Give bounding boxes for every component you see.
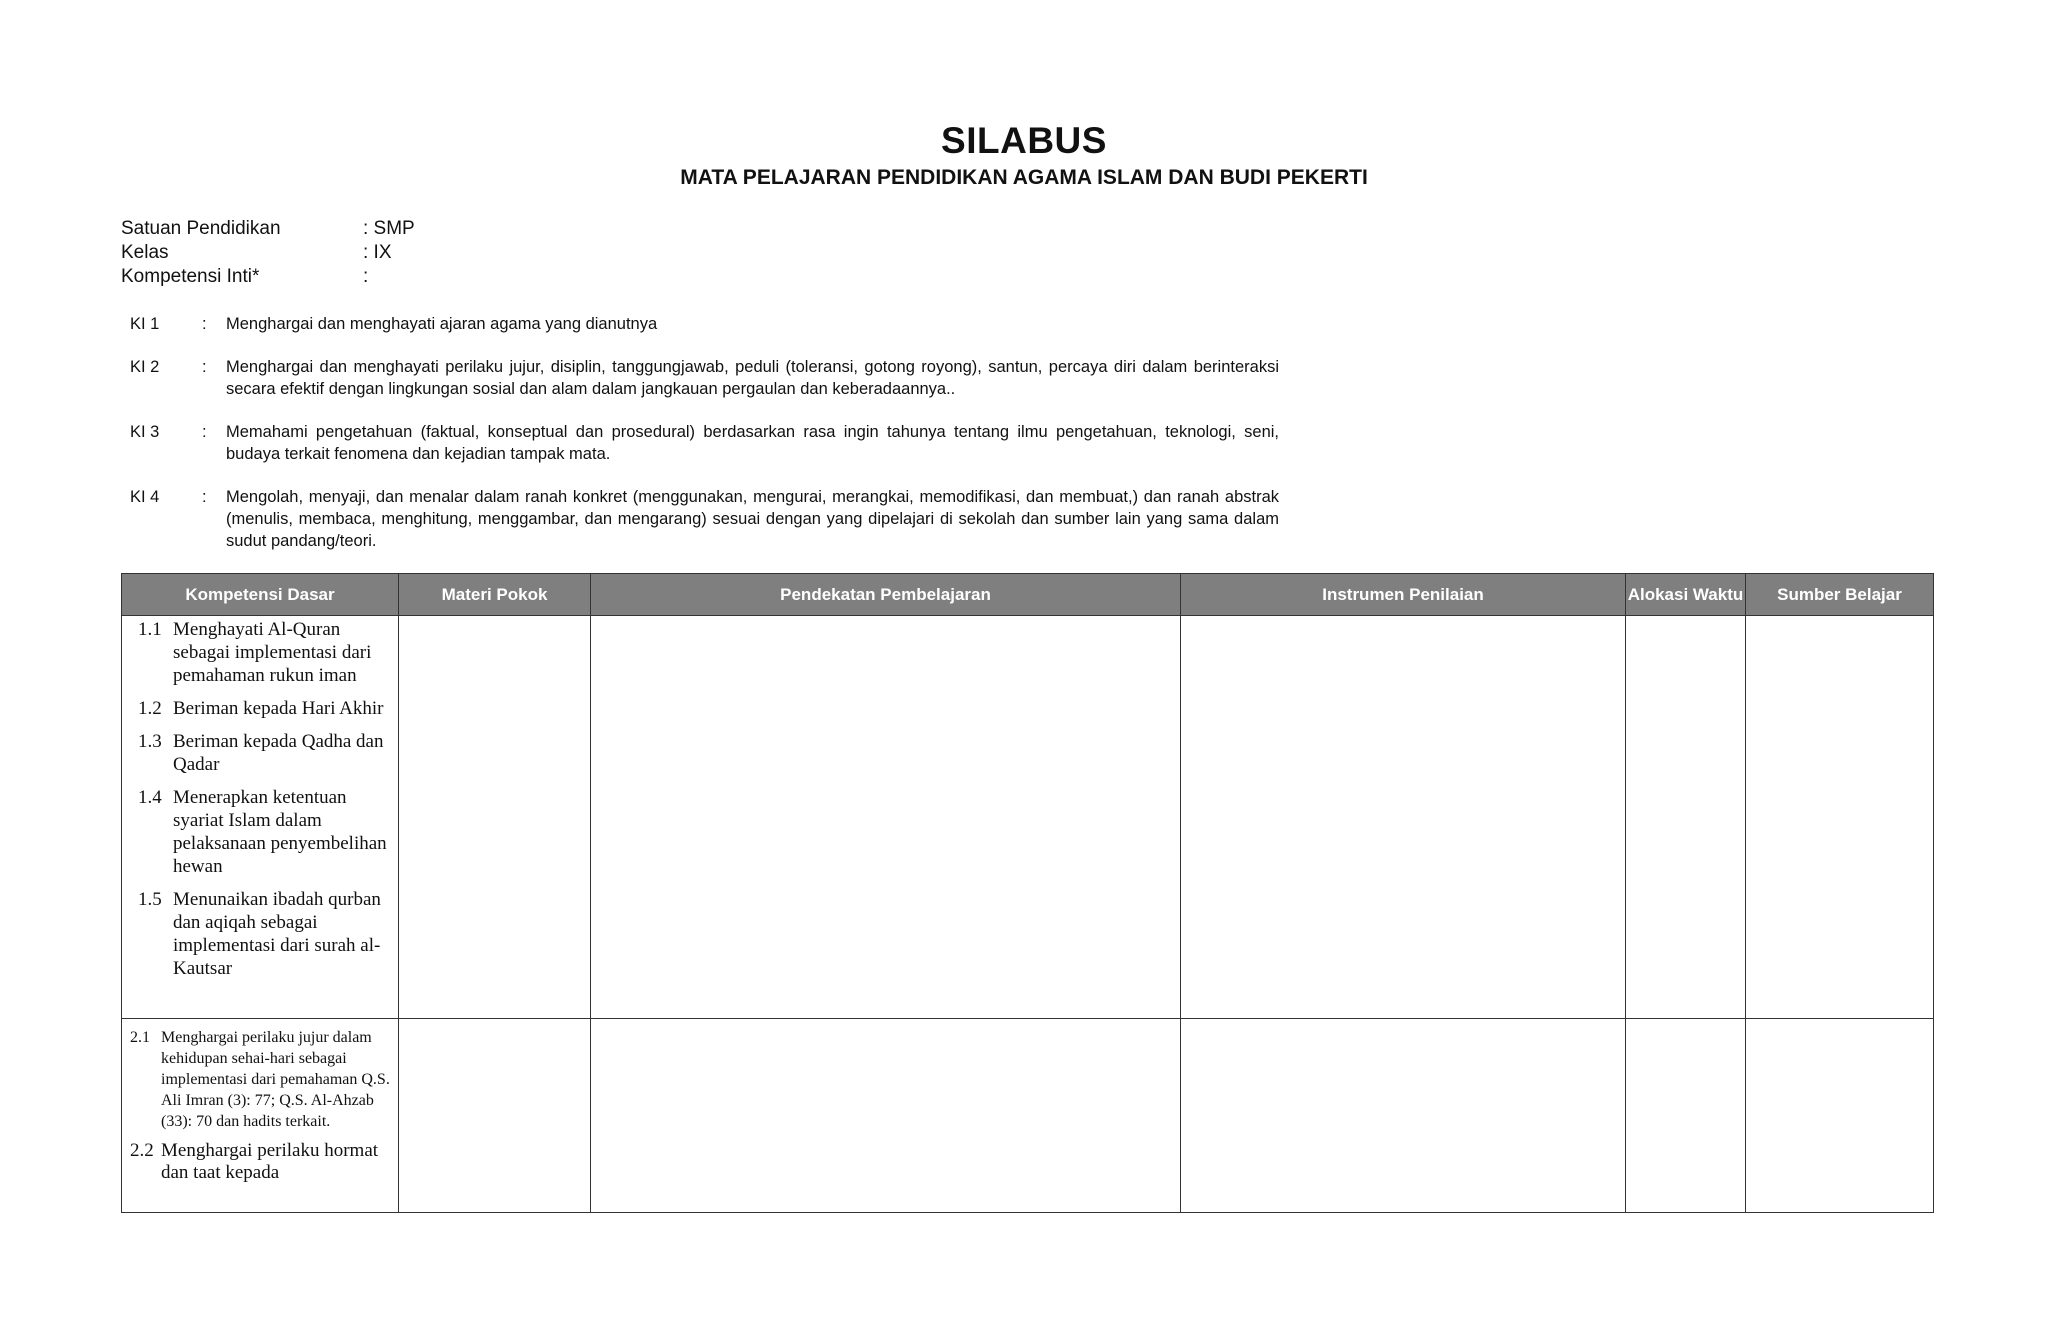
kd-number: 1.5 (138, 889, 162, 910)
materi-pokok-cell (399, 616, 591, 1019)
alokasi-waktu-cell (1626, 616, 1746, 1019)
document-subtitle: MATA PELAJARAN PENDIDIKAN AGAMA ISLAM DAN BUDI PEKERTI (680, 166, 1368, 189)
kd-number: 2.2 (130, 1140, 154, 1161)
kd-number: 1.1 (138, 619, 162, 640)
syllabus-table (121, 573, 1934, 1213)
ki-colon: : (202, 423, 207, 441)
info-label: Kompetensi Inti* (121, 266, 260, 287)
kd-text: Menunaikan ibadah qurban dan aqiqah sebagai implementasi dari surah al-Kautsar (173, 889, 381, 979)
kd-text: Menghargai perilaku hormat dan taat kepada (161, 1140, 379, 1183)
ki-code: KI 3 (130, 423, 160, 441)
ki-code: KI 4 (130, 488, 160, 506)
kd-text: Menghayati Al-Quran sebagai implementasi dari pemahaman rukun iman (173, 619, 372, 686)
ki-text: Menghargai dan menghayati perilaku jujur, disiplin, tanggungjawab, peduli (toleransi, gotong royong), santun, percaya diri dalam berinteraksi secara efektif dengan lingkungan sosial dan alam dalam jangkauan pergaulan dan keberadaannya.. (226, 358, 1279, 398)
ki-text: Menghargai dan menghayati ajaran agama yang dianutnya (226, 315, 658, 333)
header-sumber-belajar: Sumber Belajar (1746, 574, 1934, 616)
table-row (122, 1019, 1934, 1213)
ki-colon: : (202, 315, 207, 333)
info-row-satuan (121, 217, 415, 241)
pendekatan-pembelajaran-cell (591, 616, 1181, 1019)
materi-pokok-cell (399, 1019, 591, 1213)
kompetensi-dasar-cell (122, 616, 399, 1019)
kd-text: Menerapkan ketentuan syariat Islam dalam pelaksanaan penyembelihan hewan (173, 787, 387, 877)
header-materi-pokok: Materi Pokok (399, 574, 591, 616)
instrumen-penilaian-cell (1181, 1019, 1626, 1213)
header-kompetensi-dasar: Kompetensi Dasar (122, 574, 399, 616)
kd-text: Beriman kepada Qadha dan Qadar (173, 731, 384, 775)
table-header-row (122, 574, 1934, 616)
info-label: Satuan Pendidikan (121, 218, 281, 239)
kd-item (138, 618, 390, 687)
kd-item (138, 888, 390, 980)
info-row-kelas (121, 241, 415, 265)
info-value: : IX (363, 242, 392, 263)
kd-item (138, 730, 390, 776)
kd-text: Beriman kepada Hari Akhir (173, 698, 384, 719)
ki-text: Mengolah, menyaji, dan menalar dalam ranah konkret (menggunakan, mengurai, merangkai, memodifikasi, dan membuat,) dan ranah abstrak (menulis, membaca, menghitung, menggambar, dan mengarang) sesuai dengan yang dipelajari di sekolah dan sumber lain yang sama dalam sudut pandang/teori. (226, 488, 1279, 550)
ki-colon: : (202, 358, 207, 376)
pendekatan-pembelajaran-cell (591, 1019, 1181, 1213)
document-title: SILABUS (941, 120, 1107, 161)
instrumen-penilaian-cell (1181, 616, 1626, 1019)
ki-text: Memahami pengetahuan (faktual, konseptual dan prosedural) berdasarkan rasa ingin tahunya tentang ilmu pengetahuan, teknologi, seni, budaya terkait fenomena dan kejadian tampak mata. (226, 423, 1279, 463)
kd-list (122, 1019, 398, 1184)
identity-section (121, 217, 415, 289)
kd-item (130, 1027, 390, 1132)
kd-list (122, 616, 398, 980)
header-alokasi-waktu: Alokasi Waktu (1626, 574, 1746, 616)
sumber-belajar-cell (1746, 1019, 1934, 1213)
header-pendekatan-pembelajaran: Pendekatan Pembelajaran (591, 574, 1181, 616)
kd-item (130, 1140, 390, 1184)
kd-number: 1.3 (138, 731, 162, 752)
kd-number: 1.2 (138, 698, 162, 719)
kompetensi-dasar-cell (122, 1019, 399, 1213)
kd-number: 2.1 (130, 1029, 150, 1046)
info-row-kompetensi-inti (121, 265, 415, 289)
info-value: : SMP (363, 218, 415, 239)
kd-text: Menghargai perilaku jujur dalam kehidupan sehai-hari sebagai implementasi dari pemahaman Q.S. Ali Imran (3): 77; Q.S. Al-Ahzab (33): 70 dan hadits terkait. (161, 1029, 390, 1130)
sumber-belajar-cell (1746, 616, 1934, 1019)
header-instrumen-penilaian: Instrumen Penilaian (1181, 574, 1626, 616)
kd-number: 1.4 (138, 787, 162, 808)
info-value: : (363, 266, 369, 287)
alokasi-waktu-cell (1626, 1019, 1746, 1213)
ki-code: KI 1 (130, 315, 160, 333)
kd-item (138, 786, 390, 878)
ki-colon: : (202, 488, 207, 506)
info-label: Kelas (121, 242, 169, 263)
kd-item (138, 697, 390, 720)
table-row (122, 616, 1934, 1019)
ki-code: KI 2 (130, 358, 160, 376)
